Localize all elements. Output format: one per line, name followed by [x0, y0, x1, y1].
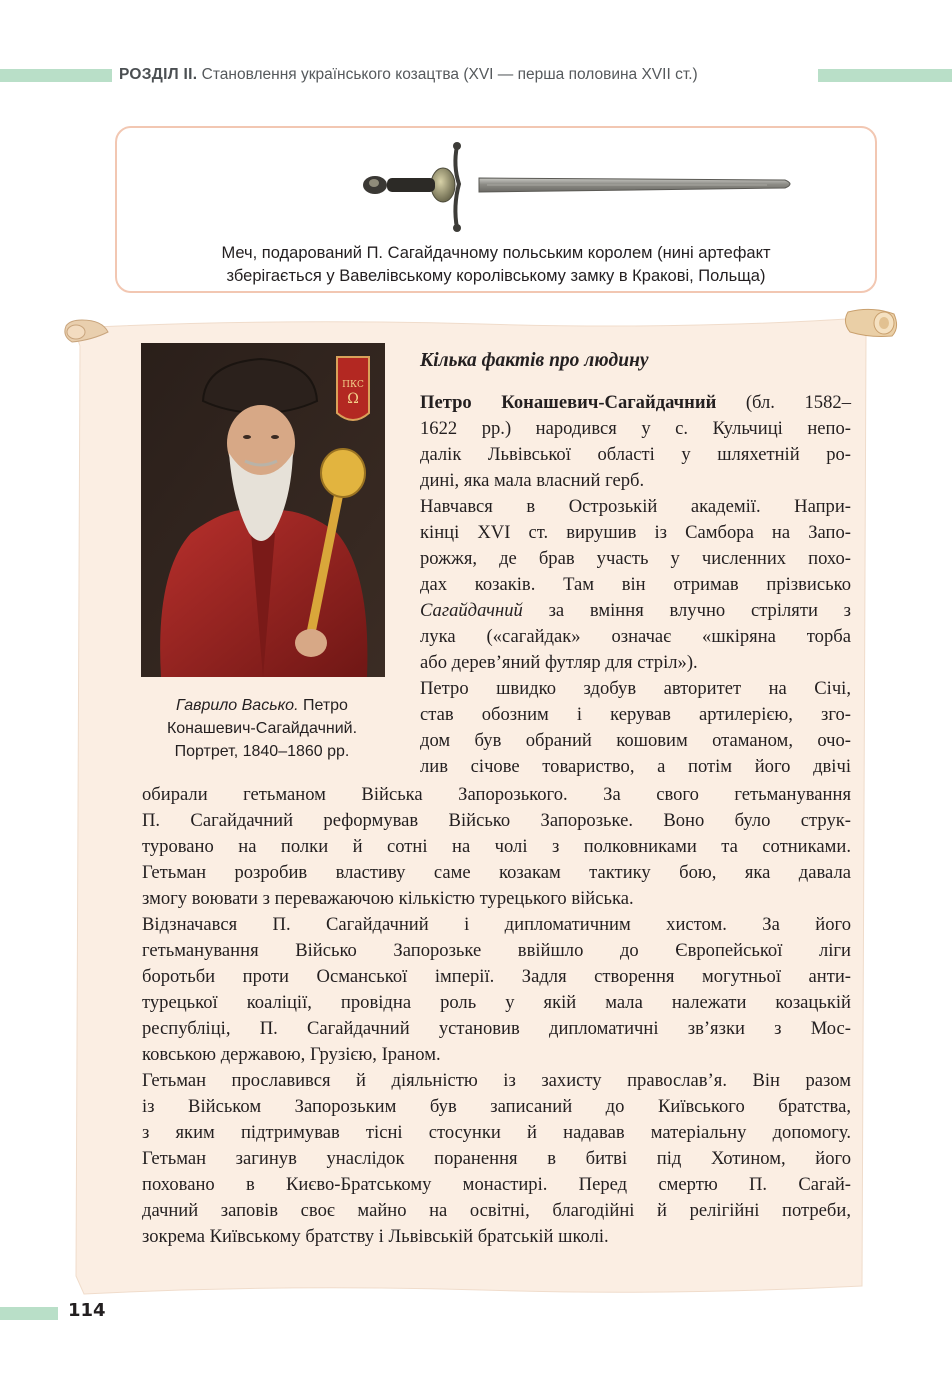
text-line — [142, 886, 851, 912]
text-line — [420, 676, 851, 702]
person-name: Петро Конашевич-Сагайдачний — [420, 392, 717, 413]
text-run: (бл. 1582– — [716, 392, 851, 413]
text-run: Петро швидко здобув авторитет на Січі, — [420, 678, 851, 699]
text-run: дачний заповів своє майно на освітні, благодійні й релігійні потреби, — [142, 1200, 851, 1221]
text-run: змогу воювати з переважаючою кількістю турецького війська. — [142, 888, 634, 909]
facts-text-full-width — [142, 782, 851, 1250]
svg-text:Ω: Ω — [347, 391, 359, 407]
portrait-caption-line: Петро — [298, 697, 348, 714]
text-line — [142, 964, 851, 990]
text-line — [142, 1016, 851, 1042]
text-run: за вміння влучно стріляти з — [522, 600, 851, 621]
text-line — [420, 650, 851, 676]
header-accent-bar-right — [818, 69, 952, 82]
text-run: далік Львівської області у шляхетній ро- — [420, 444, 851, 465]
text-run: обирали гетьманом Війська Запорозького. За свого гетьманування — [142, 784, 851, 805]
text-line — [420, 728, 851, 754]
text-line — [420, 754, 851, 780]
text-run: кінці XVI ст. вирушив із Самбора на Запо- — [420, 522, 851, 543]
text-line — [142, 1068, 851, 1094]
section-label: РОЗДІЛ II. — [119, 66, 198, 83]
running-header — [119, 66, 698, 84]
text-run: боротьби проти Османської імперії. Задля створення могутньої анти- — [142, 966, 851, 987]
text-line — [142, 1198, 851, 1224]
text-line — [142, 1094, 851, 1120]
portrait-author: Гаврило Васько. — [176, 697, 299, 714]
text-run: ковською державою, Грузією, Іраном. — [142, 1044, 441, 1065]
text-line — [420, 624, 851, 650]
portrait-caption-line: Конашевич-Сагайдачний. — [166, 720, 358, 737]
sword-caption-line: Меч, подарований П. Сагайдачному польським королем (нині артефакт — [221, 244, 771, 262]
text-line — [420, 546, 851, 572]
text-run: став обозним і керував артилерією, зго- — [420, 704, 851, 725]
text-line — [420, 468, 851, 494]
text-run: або дерев’яний футляр для стріл»). — [420, 652, 698, 673]
text-run: туровано на полки й сотні на чолі з полковниками та сотниками. — [142, 836, 851, 857]
text-line — [142, 860, 851, 886]
nickname: Сагайдачний — [420, 600, 523, 621]
header-accent-bar-left — [0, 69, 112, 82]
text-line — [420, 520, 851, 546]
portrait-image — [141, 343, 385, 677]
text-run: дині, яка мала власний герб. — [420, 470, 645, 491]
text-line — [142, 912, 851, 938]
text-line — [142, 1224, 851, 1250]
text-line — [420, 416, 851, 442]
text-run: з яким підтримував тісні стосунки й надавав матеріальну допомогу. — [142, 1122, 851, 1143]
text-run: республіці, П. Сагайдачний установив дипломатичні зв’язки з Мос- — [142, 1018, 851, 1039]
text-run: Гетьман загинув унаслідок поранення в битві під Хотином, його — [142, 1148, 851, 1169]
text-run: рожжя, де брав участь у численних похо- — [420, 548, 851, 569]
sword-caption — [117, 242, 875, 288]
text-run: гетьманування Військо Запорозьке ввійшло до Європейської ліги — [142, 940, 851, 961]
text-run: лука («сагайдак» означає «шкіряна торба — [420, 626, 851, 647]
sword-image — [247, 136, 807, 236]
text-run: із Військом Запорозьким був записаний до Київського братства, — [142, 1096, 851, 1117]
text-line — [142, 1172, 851, 1198]
text-line — [142, 782, 851, 808]
text-line — [142, 808, 851, 834]
page-number: 114 — [68, 1300, 106, 1321]
text-run: турецької коаліції, провідна роль у якій мала належати козацькій — [142, 992, 851, 1013]
section-title: Становлення українського козацтва (XVI — перша половина XVII ст.) — [201, 66, 698, 83]
text-run: 1622 рр.) народився у с. Кульчиці непо- — [420, 418, 851, 439]
text-line — [420, 702, 851, 728]
text-line — [420, 494, 851, 520]
text-line — [142, 938, 851, 964]
text-run: Гетьман прославився й діяльністю із захисту православ’я. Він разом — [142, 1070, 851, 1091]
text-run: Відзначався П. Сагайдачний і дипломатичним хистом. За його — [142, 914, 851, 935]
facts-title: Кілька фактів про людину — [420, 350, 649, 371]
text-line — [420, 390, 851, 416]
text-run: зокрема Київському братству і Львівській братській школі. — [142, 1226, 609, 1247]
text-run: Навчався в Острозькій академії. Напри- — [420, 496, 851, 517]
text-line — [420, 442, 851, 468]
footer-accent-bar — [0, 1307, 58, 1320]
sword-caption-line: зберігається у Вавелівському королівському замку в Кракові, Польща) — [226, 267, 766, 285]
facts-text-right-column — [420, 390, 851, 780]
text-run: дах козаків. Там він отримав прізвисько — [420, 574, 851, 595]
text-line — [142, 1146, 851, 1172]
portrait-caption — [127, 694, 397, 763]
text-run: поховано в Києво-Братському монастирі. Перед смертю П. Сагай- — [142, 1174, 851, 1195]
text-line — [142, 834, 851, 860]
sword-figure-box — [115, 126, 877, 293]
text-line — [142, 1120, 851, 1146]
text-run: П. Сагайдачний реформував Військо Запорозьке. Воно було струк- — [142, 810, 851, 831]
text-line — [420, 598, 851, 624]
text-run: лив січове товариство, а потім його двічі — [420, 756, 851, 777]
text-run: Гетьман розробив властиву саме козакам тактику бою, яка давала — [142, 862, 851, 883]
text-line — [142, 1042, 851, 1068]
text-line — [420, 572, 851, 598]
text-line — [142, 990, 851, 1016]
svg-text:ПКС: ПКС — [342, 380, 364, 390]
text-run: дом був обраний кошовим отаманом, очо- — [420, 730, 851, 751]
portrait-caption-line: Портрет, 1840–1860 рр. — [174, 743, 350, 760]
